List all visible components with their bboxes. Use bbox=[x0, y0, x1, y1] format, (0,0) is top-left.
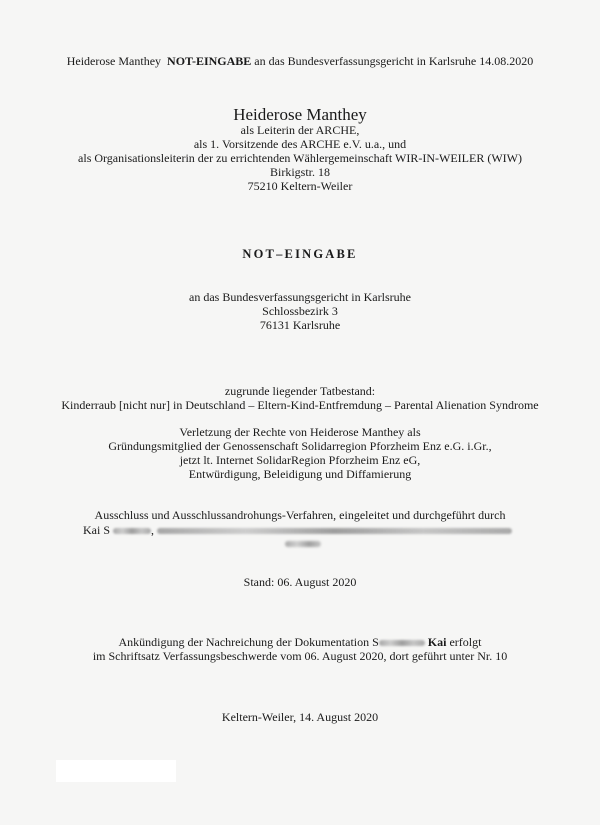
announcement-line-2: im Schriftsatz Verfassungsbeschwerde vom 06. August 2020, dort geführt unter Nr. 10 bbox=[92, 649, 508, 663]
recipient-line-3: 76131 Karlsruhe bbox=[259, 318, 341, 332]
announcement-prefix: Ankündigung der Nachreichung der Dokumentation S bbox=[118, 635, 379, 649]
author-name: Heiderose Manthey bbox=[233, 105, 367, 124]
document-title: NOT–EINGABE bbox=[242, 247, 358, 261]
stand-line: Stand: 06. August 2020 bbox=[243, 575, 357, 589]
violation-line-1: Verletzung der Rechte von Heiderose Manthey als bbox=[179, 425, 421, 439]
violation-line-3: jetzt lt. Internet SolidarRegion Pforzheim Enz eG, bbox=[179, 453, 421, 467]
header-name: Heiderose Manthey bbox=[66, 54, 162, 68]
whiteout-patch bbox=[56, 760, 176, 782]
violation-line-4: Entwürdigung, Beleidigung und Diffamierung bbox=[188, 467, 412, 481]
redacted-details bbox=[157, 528, 512, 534]
exclusion-person-line: Kai S , bbox=[83, 523, 553, 537]
recipient-line-1: an das Bundesverfassungsgericht in Karlsruhe bbox=[189, 290, 411, 304]
violation-line-2: Gründungsmitglied der Genossenschaft Solidarregion Pforzheim Enz e.G. i.Gr., bbox=[108, 439, 492, 453]
author-street: Birkigstr. 18 bbox=[269, 165, 330, 179]
header-line bbox=[0, 54, 600, 68]
redacted-surname bbox=[113, 528, 151, 534]
redacted-surname-2 bbox=[379, 640, 425, 646]
announcement-suffix: erfolgt bbox=[449, 635, 482, 649]
facts-text: Kinderraub [nicht nur] in Deutschland – Eltern-Kind-Entfremdung – Parental Alienation Syndrome bbox=[61, 398, 539, 412]
author-line-2: als 1. Vorsitzende des ARCHE e.V. u.a., und bbox=[193, 137, 407, 151]
announcement-line-1 bbox=[0, 635, 600, 649]
author-city: 75210 Keltern-Weiler bbox=[247, 179, 353, 193]
recipient-line-2: Schlossbezirk 3 bbox=[262, 304, 338, 318]
header-rest: an das Bundesverfassungsgericht in Karlsruhe 14.08.2020 bbox=[254, 54, 534, 68]
exclusion-line-1: Ausschluss und Ausschlussandrohungs-Verfahren, eingeleitet und durchgeführt durch bbox=[94, 508, 506, 522]
exclusion-person-prefix: Kai S bbox=[83, 523, 110, 537]
author-line-3: als Organisationsleiterin der zu errichtenden Wählergemeinschaft WIR-IN-WEILER (WIW) bbox=[78, 151, 522, 165]
facts-label: zugrunde liegender Tatbestand: bbox=[224, 384, 376, 398]
closing-place-date: Keltern-Weiler, 14. August 2020 bbox=[221, 710, 379, 724]
redacted-continuation bbox=[285, 541, 321, 547]
author-line-1: als Leiterin der ARCHE, bbox=[240, 123, 360, 137]
header-title: NOT-EINGABE bbox=[167, 54, 252, 68]
announcement-bold-name: Kai bbox=[427, 635, 447, 649]
